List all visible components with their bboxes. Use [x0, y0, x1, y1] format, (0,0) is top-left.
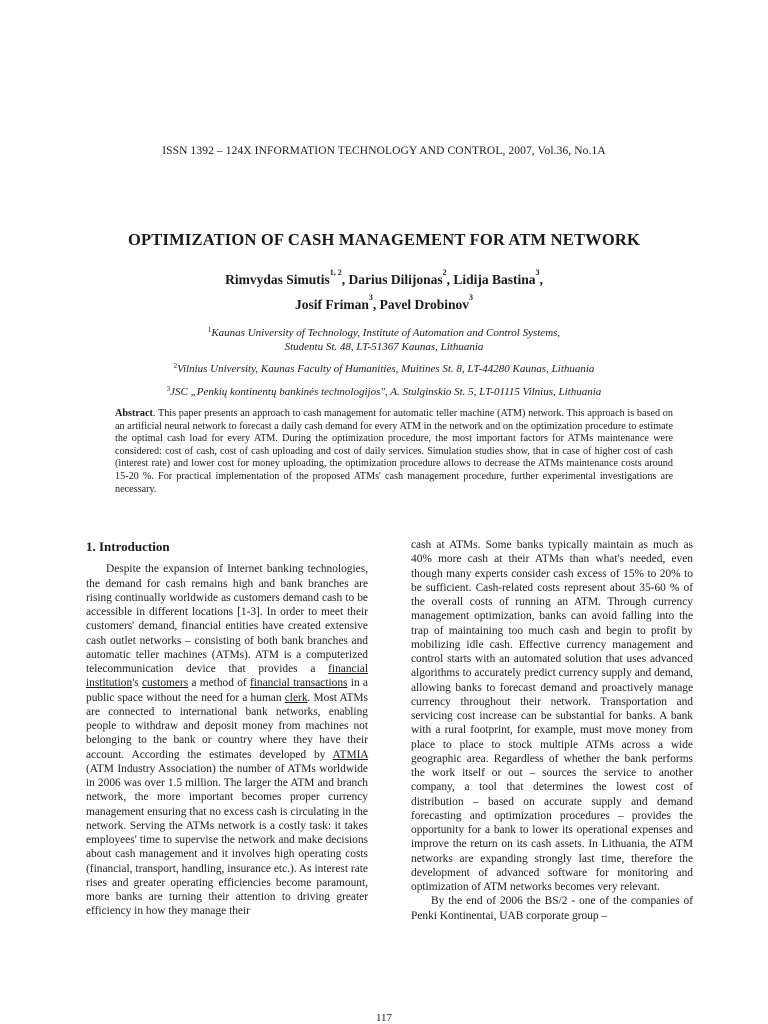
link-customers[interactable]: customers: [141, 677, 189, 690]
author-affiliation-mark: 2: [442, 268, 447, 277]
text-run: 's: [132, 677, 142, 690]
paragraph: By the end of 2006 the BS/2 - one of the companies of Penki Kontinentai, UAB corporate group –: [411, 895, 693, 922]
affiliation-text: JSC „Penkių kontinentų bankinės technologijos", A. Stulginskio St. 5, LT-01115 Vilnius, Lithuania: [170, 386, 602, 398]
author-line-2: [0, 293, 768, 313]
author-affiliation-mark: 3: [469, 293, 473, 302]
right-column: [411, 538, 693, 923]
text-run: (ATM Industry Association) the number of ATMs worldwide in 2006 was over 1.5 million. The larger the ATM and branch network, the more important becomes proper currency management ensuring that no excess cash is circulating in the network. Serving the ATMs network is a costly task: it takes employees' time to supervise the network and make decisions about cash management and it involves high operating costs (financial, transport, handling, insurance etc.). As interest rate rises and greater operating efficiencies become paramount, more banks are turning their attention to driving greater efficiency in how they manage their: [86, 762, 368, 918]
affiliation-text: Studentu St. 48, LT-51367 Kaunas, Lithuania: [284, 341, 484, 353]
abstract-text: . This paper presents an approach to cash management for automatic teller machine (ATM) network. This approach is based on an artificial neural network to forecast a daily cash demand for every ATM in the network and on the optimization procedure to estimate the optimal cash load for every ATM. During the optimization procedure, the most important factors for ATMs maintenance were considered: cost of cash, cost of cash uploading and cost of daily services. Simulation studies show, that in case of higher cost of cash (interest rate) and lower cost for money uploading, the optimization procedure allows to decrease the ATMs maintenance costs around 15-20 %. For practical implementation of the proposed ATMs' cash management procedure, further experimental investigations are necessary.: [115, 408, 673, 495]
author-name: Rimvydas Simutis: [225, 272, 330, 287]
abstract-label: Abstract: [115, 408, 153, 419]
author-name: , Pavel Drobinov: [372, 297, 469, 312]
page-number: 117: [375, 1012, 393, 1024]
text-run: Despite the expansion of Internet banking technologies, the demand for cash remains high and bank branches are rising continually worldwide as customers demand cash to be accessible in different locations [1-3]. In order to meet their customers' demand, financial entities have created extensive cash outlet networks – consisting of both bank branches and automatic teller machines (ATMs). ATM is a computerized telecommunication device that provides a: [86, 563, 368, 675]
author-line-1: [0, 268, 768, 288]
affiliation-3: [0, 385, 768, 399]
author-separator: ,: [539, 272, 543, 287]
author-name: , Darius Dilijonas: [341, 272, 443, 287]
text-run: in a public space without the need for a human: [86, 677, 368, 704]
paragraph: [86, 562, 368, 918]
affiliation-mark: 2: [173, 362, 178, 370]
author-affiliation-mark: 3: [368, 293, 373, 302]
affiliation-mark: 1: [207, 326, 212, 334]
link-clerk[interactable]: clerk: [284, 691, 308, 704]
affiliation-mark: 3: [166, 385, 171, 393]
text-run: . Most ATMs are connected to international bank networks, enabling people to withdraw and deposit money from machines not belonging to the bank or country where they have their account. According the estimates developed by: [86, 691, 368, 761]
author-affiliation-mark: 1, 2: [329, 268, 342, 277]
author-name: Josif Friman: [294, 297, 369, 312]
affiliation-2: [0, 362, 768, 376]
author-name: , Lidija Bastina: [446, 272, 536, 287]
affiliation-text: Vilnius University, Kaunas Faculty of Humanities, Muitines St. 8, LT-44280 Kaunas, Lithuania: [177, 363, 595, 375]
left-column: [86, 538, 368, 919]
author-affiliation-mark: 3: [535, 268, 540, 277]
paper-title: OPTIMIZATION OF CASH MANAGEMENT FOR ATM NETWORK: [127, 230, 641, 249]
link-financial-transactions[interactable]: financial transactions: [249, 677, 348, 690]
affiliation-text: Kaunas University of Technology, Institute of Automation and Control Systems,: [211, 327, 561, 339]
paragraph: cash at ATMs. Some banks typically maintain as much as 40% more cash at their ATMs than what's needed, even though many experts consider cash excess of 15% to 20% to be sufficient. Cash-related costs represent about 35-60 % of the overall costs of running an ATM. Through currency management optimization, banks can avoid falling into the trap of maintaining too much cash and begin to profit by mobilizing idle cash. Effective currency management and control starts with an automated solution that uses advanced algorithms to accurately predict currency supply and demand, allowing banks to forecast demand and proactively manage currency throughout their network. Transportation and servicing cost increase can be substantial for banks. A bank with a rural footprint, for example, must move money from place to place to stock multiple ATMs across a wide geographic area. Regardless of whether the bank performs the work itself or out – sources the service to another company, a tool that determines the lowest cost of distribution – based on accurate supply and demand forecasting and optimization procedures – provides the opportunity for a bank to lower its operational expenses and improve the return on its cash assets. In Lithuania, the ATM networks are expanding strongly last time, therefore the development of advanced software for monitoring and optimization of ATM networks becomes very relevant.: [411, 539, 693, 893]
journal-header: ISSN 1392 – 124X INFORMATION TECHNOLOGY AND CONTROL, 2007, Vol.36, No.1A: [162, 145, 606, 157]
section-heading: 1. Introduction: [86, 539, 170, 554]
text-run: a method of: [188, 677, 250, 690]
abstract: [115, 408, 673, 496]
link-atmia[interactable]: ATMIA: [332, 748, 368, 761]
link-financial-institution[interactable]: financial institution: [86, 663, 368, 690]
affiliation-1: [0, 326, 768, 354]
